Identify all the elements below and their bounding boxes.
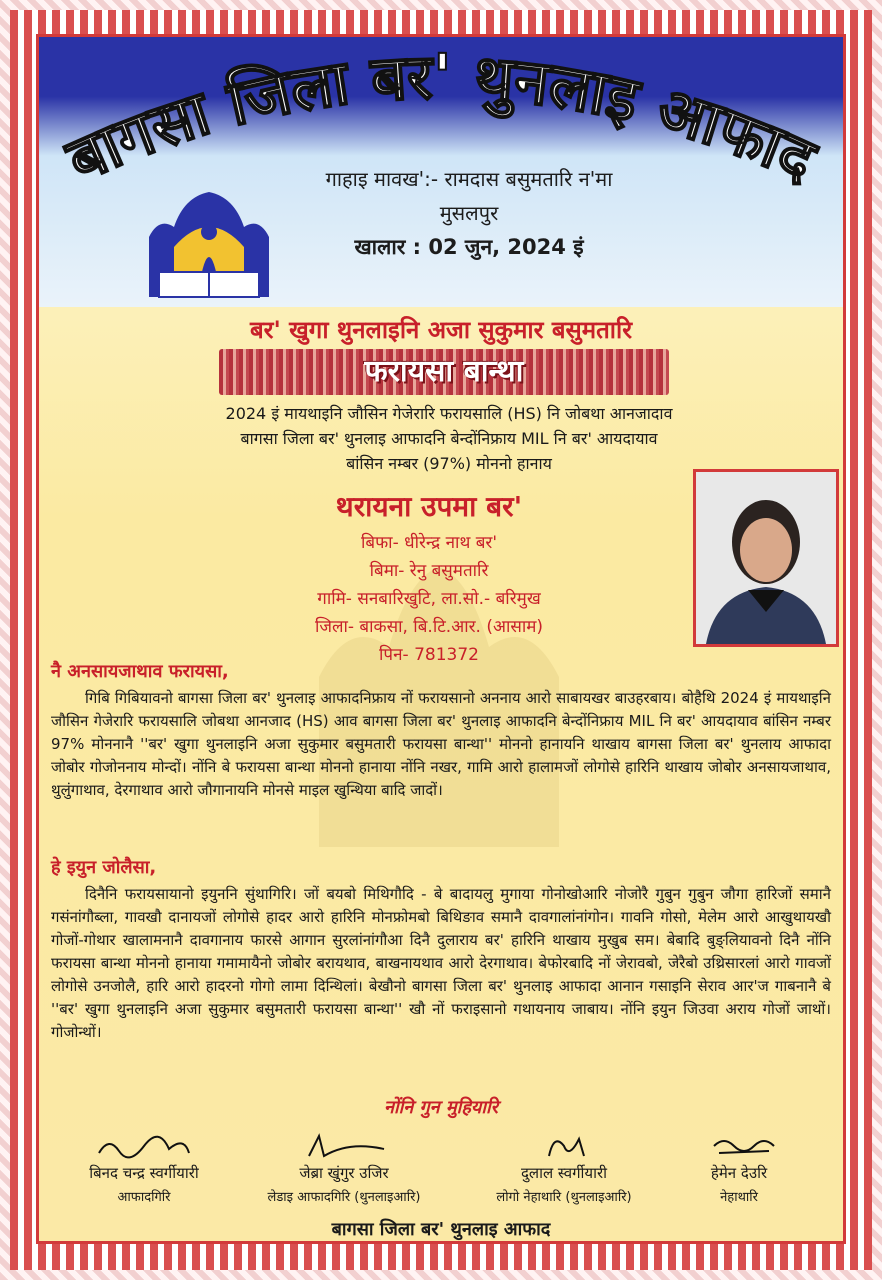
description-line: बांसिन नम्बर (97%) मोननो हानाय	[346, 454, 552, 473]
signature-mark	[684, 1131, 794, 1161]
description-line: 2024 इं मायथाइनि जौसिन गेजेरारि फरायसालि (HS) नि जोबथा आनजादाव	[225, 404, 673, 423]
signatory-role: नेहाथारि	[720, 1190, 758, 1205]
winner-photo	[693, 469, 839, 647]
place-line: मुसलपुर	[439, 201, 499, 225]
winner-name: थरायना उपमा बर'	[335, 490, 523, 523]
address-heading: हे इयुन जोलैसा,	[51, 857, 157, 878]
honor-line: बर' खुगा थुनलाइनि अजा सुकुमार बसुमतारि	[249, 316, 633, 344]
signatory-role: लोगो नेहाथारि (थुनलाइआरि)	[496, 1190, 632, 1205]
signatory-name: हेमेन देउरि	[710, 1164, 768, 1182]
certificate-body	[36, 34, 846, 1244]
signature-mark	[509, 1131, 619, 1161]
signatory-name: बिनद चन्द्र स्वर्गीयारी	[89, 1164, 199, 1182]
greeting-heading: नै अनसायजाथाव फरायसा,	[51, 661, 229, 682]
description-line: बागसा जिला बर' थुनलाइ आफादनि बेन्दोंनिफ्राय MIL नि बर' आयदायाव	[240, 429, 658, 448]
header-banner	[39, 37, 843, 307]
village-line: गामि- सनबारिखुटि, ला.सो.- बरिमुख	[317, 589, 541, 609]
district-line: जिला- बाकसा, बि.टि.आर. (आसाम)	[314, 617, 544, 637]
date-line: खालार : 02 जुन, 2024 इं	[354, 235, 584, 259]
father-name: बिफा- धीरेन्द्र नाथ बर'	[360, 533, 498, 553]
signatory-name: दुलाल स्वर्गीयारी	[520, 1164, 608, 1182]
signatory-name: जेब्रा खुंगुर उजिर	[299, 1164, 389, 1182]
signatory-2	[234, 1131, 454, 1205]
pin-line: पिन- 781372	[379, 645, 479, 665]
signatory-role: लेडाइ आफादगिरि (थुनलाइआरि)	[267, 1190, 421, 1205]
paragraph-one: गिबि गिबियावनो बागसा जिला बर' थुनलाइ आफादनिफ्राय नों फरायसानो अननाय आरो साबायखर बाउहरबाय। बोहैथि 2024 इं मायथाइनि जौसिन गेजेरारि फरायसालि जोबथा आनजाद (HS) आव बागसा जिला बर' थुनलाइ आफादनि बेन्दोंनिफ्राय MIL नि बर' आयदायाव बांसिन नम्बर 97% मोननानै ''बर' खुगा थुनलाइनि अजा सुकुमार बसुमतारी फरायसा बान्था'' मोननो हानायनि थाखाय बागसा जिला बर' थुनलाय आफादा जोबोर गोजोननाय मोन्दों। नोंनि बे फरायसा बान्था मोननो हानाया नोंनि नखर, गामि आरो हालामजों लोगोसे हारिनि थाखाय जोबोर अनसायजाथाव, थुलुंगाथाव, देरगाथाव आरो जौगानायनि मोनसे माइल खुन्थिया बादि जादों।	[51, 689, 831, 799]
signatories-heading: नोंनि गुन मुहियारि	[383, 1097, 499, 1118]
signatory-4	[629, 1131, 846, 1205]
signatory-1	[36, 1131, 254, 1205]
award-description	[99, 401, 799, 476]
winner-details	[259, 529, 599, 669]
signatory-role: आफादगिरि	[117, 1190, 171, 1205]
host-line: गाहाइ मावख':- रामदास बसुमतारि न'मा	[325, 167, 613, 191]
award-title: फरायसा बान्था	[364, 354, 524, 389]
signature-mark	[89, 1131, 199, 1161]
footer-org-name: बागसा जिला बर' थुनलाइ आफाद	[331, 1219, 551, 1240]
mother-name: बिमा- रेनु बसुमतारि	[369, 561, 489, 581]
org-title: बागसा जिला बर' थुनलाइ आफाद	[56, 43, 826, 193]
signature-mark	[289, 1131, 399, 1161]
paragraph-two: दिनैनि फरायसायानो इयुननि सुंथागिरि। जों बयबो मिथिगौदि - बे बादायलु मुगाया गोनोखोआरि नोजोरै गुबुन गुबुन जौगा हारिजों समानै गसंनांगौब्ला, गावखौ दानायजों लोगोसे हादर आरो हारिनि मोनफ्रोमबो बिथिङाव समानै दावगालांनांगोन। गावनि गोसो, मेलेम आरो आखुथायखौ गोजों-गोथार खालामनानै दावगानाय फारसे आगान सुरलांनांगौआ दिनै दुलाराय बर' हारिनि थाखाय मुखुब सम। बेबादि बुङ्लियावनो दिनै नोंनि फरायसा बान्था मोननो हानाया गमामायैनो जोबोर बरायथाव, बाखनायथाव आरो देरगाथाव। बेफोरबादि नों जेरावबो, जेरैबो उथ्रिसारलां आरो गावजों लोगोसे उनजोलै, हारि आरो हादरनो गोगो लामा दिन्थिलां। बेखौनो बागसा जिला बर' थुनलाइ आफादा आनान गसाइनि सेराव आर'ज गाबनानै बे ''बर' खुगा थुनलाइनि अजा सुकुमार बसुमतारी फरायसा बान्था'' खौ नों फराइसानो गथायनाय जाबाय। नोंनि इयुन जिउवा अराय गोजों जाथों। गोजोन्थों।	[51, 885, 831, 1041]
